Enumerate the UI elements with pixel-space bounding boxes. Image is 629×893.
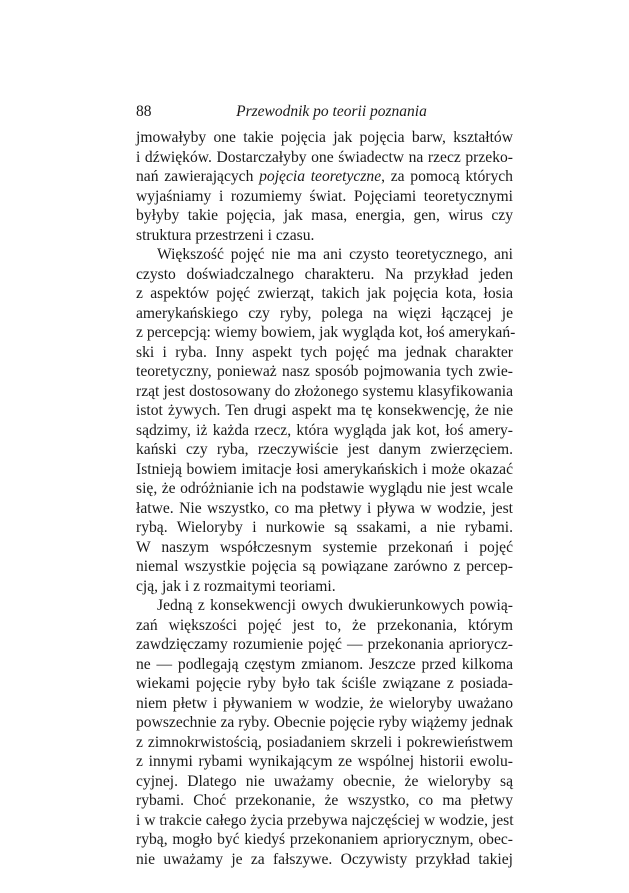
text-line: rybą, mogło być kiedyś przekonaniem apriorycznym, obec- — [136, 831, 513, 848]
text-line: cyjnej. Dlatego nie uważamy obecnie, że wieloryby są — [136, 772, 513, 790]
text-line: wyjaśniamy i rozumiemy świat. Pojęciami teoretycznymi — [136, 187, 513, 205]
text-line: zań większości pojęć jest to, że przekonania, którym — [136, 616, 513, 634]
text-line: amerykańskiego czy ryby, polega na więzi łączącej je — [136, 304, 513, 322]
text-line: struktura przestrzeni i czasu. — [136, 226, 315, 244]
text-line: z percepcją: wiemy bowiem, jak wygląda kot, łoś amerykań- — [136, 324, 516, 341]
text-line: teoretyczny, ponieważ nasz sposób pojmowania tych zwie- — [136, 363, 513, 380]
text-segment: nań zawierających — [136, 168, 260, 185]
text-line: z aspektów pojęć zwierząt, takich jak pojęcia kota, łosia — [136, 285, 513, 302]
text-line: istot żywych. Ten drugi aspekt ma tę konsekwencję, że nie — [136, 402, 513, 419]
body-text — [136, 128, 516, 869]
text-line: Większość pojęć nie ma ani czysto teoretycznego, ani — [157, 246, 513, 263]
page-number: 88 — [136, 103, 152, 120]
text-line — [136, 167, 513, 187]
text-line: rybami. Choć przekonanie, że wszystko, co ma płetwy — [136, 792, 513, 809]
text-line: zawdzięczamy rozumienie pojęć — przekonania apriorycz- — [136, 636, 513, 653]
text-segment: , za pomocą których — [381, 168, 513, 185]
running-title: Przewodnik po teorii poznania — [236, 103, 427, 120]
text-line: się, że odróżnianie ich na podstawie wyglądu nie jest wcale — [136, 480, 513, 497]
text-line: Istnieją bowiem imitacje łosi amerykańskich i może okazać — [136, 460, 513, 478]
text-line: niem płetw i pływaniem w wodzie, że wieloryby uważano — [136, 694, 513, 712]
text-line: jmowałyby one takie pojęcia jak pojęcia barw, kształtów — [136, 129, 513, 146]
text-line: sądzimy, iż każda rzecz, która wygląda jak kot, łoś amery- — [136, 421, 513, 439]
text-line: W naszym współczesnym systemie przekonań i pojęć — [136, 538, 513, 556]
text-line: wiekami pojęcie ryby było tak ściśle związane z posiada- — [136, 675, 513, 692]
text-line: cją, jak i z rozmaitymi teoriami. — [136, 577, 336, 595]
text-line: kański czy ryba, rzeczywiście jest danym zwierzęciem. — [136, 441, 513, 458]
text-line: rybą. Wieloryby i nurkowie są ssakami, a nie rybami. — [136, 519, 513, 536]
text-line: łatwe. Nie wszystko, co ma płetwy i pływa w wodzie, jest — [136, 499, 513, 517]
text-line: powszechnie za ryby. Obecnie pojęcie ryby wiążemy jednak — [136, 714, 513, 731]
text-line: i w trakcie całego życia przebywa najczęściej w wodzie, jest — [136, 811, 514, 829]
text-line: Jedną z konsekwencji owych dwukierunkowych powią- — [157, 597, 513, 614]
text-line: z innymi rybami wynikającym ze wspólnej historii ewolu- — [136, 753, 513, 770]
text-line: nie uważamy je za fałszywe. Oczywisty przykład takiej — [136, 850, 513, 868]
text-line: ski i ryba. Inny aspekt tych pojęć ma jednak charakter — [136, 343, 513, 361]
text-line: niemal wszystkie pojęcia są powiązane zarówno z percep- — [136, 558, 513, 575]
text-line: czysto doświadczalnego charakteru. Na przykład jeden — [136, 265, 513, 283]
text-line: rząt jest dostosowany do złożonego systemu klasyfikowania — [136, 382, 513, 400]
text-line: byłyby takie pojęcia, jak masa, energia, gen, wirus czy — [136, 207, 513, 224]
text-line: ne — podlegają częstym zmianom. Jeszcze przed kilkoma — [136, 655, 513, 673]
emphasized-term: pojęcia teoretyczne — [259, 168, 382, 185]
text-line: z zimnokrwistością, posiadaniem skrzeli i pokrewieństwem — [136, 733, 513, 751]
page-header — [136, 103, 513, 123]
text-line: i dźwięków. Dostarczałyby one świadectw na rzecz przeko- — [136, 148, 513, 166]
